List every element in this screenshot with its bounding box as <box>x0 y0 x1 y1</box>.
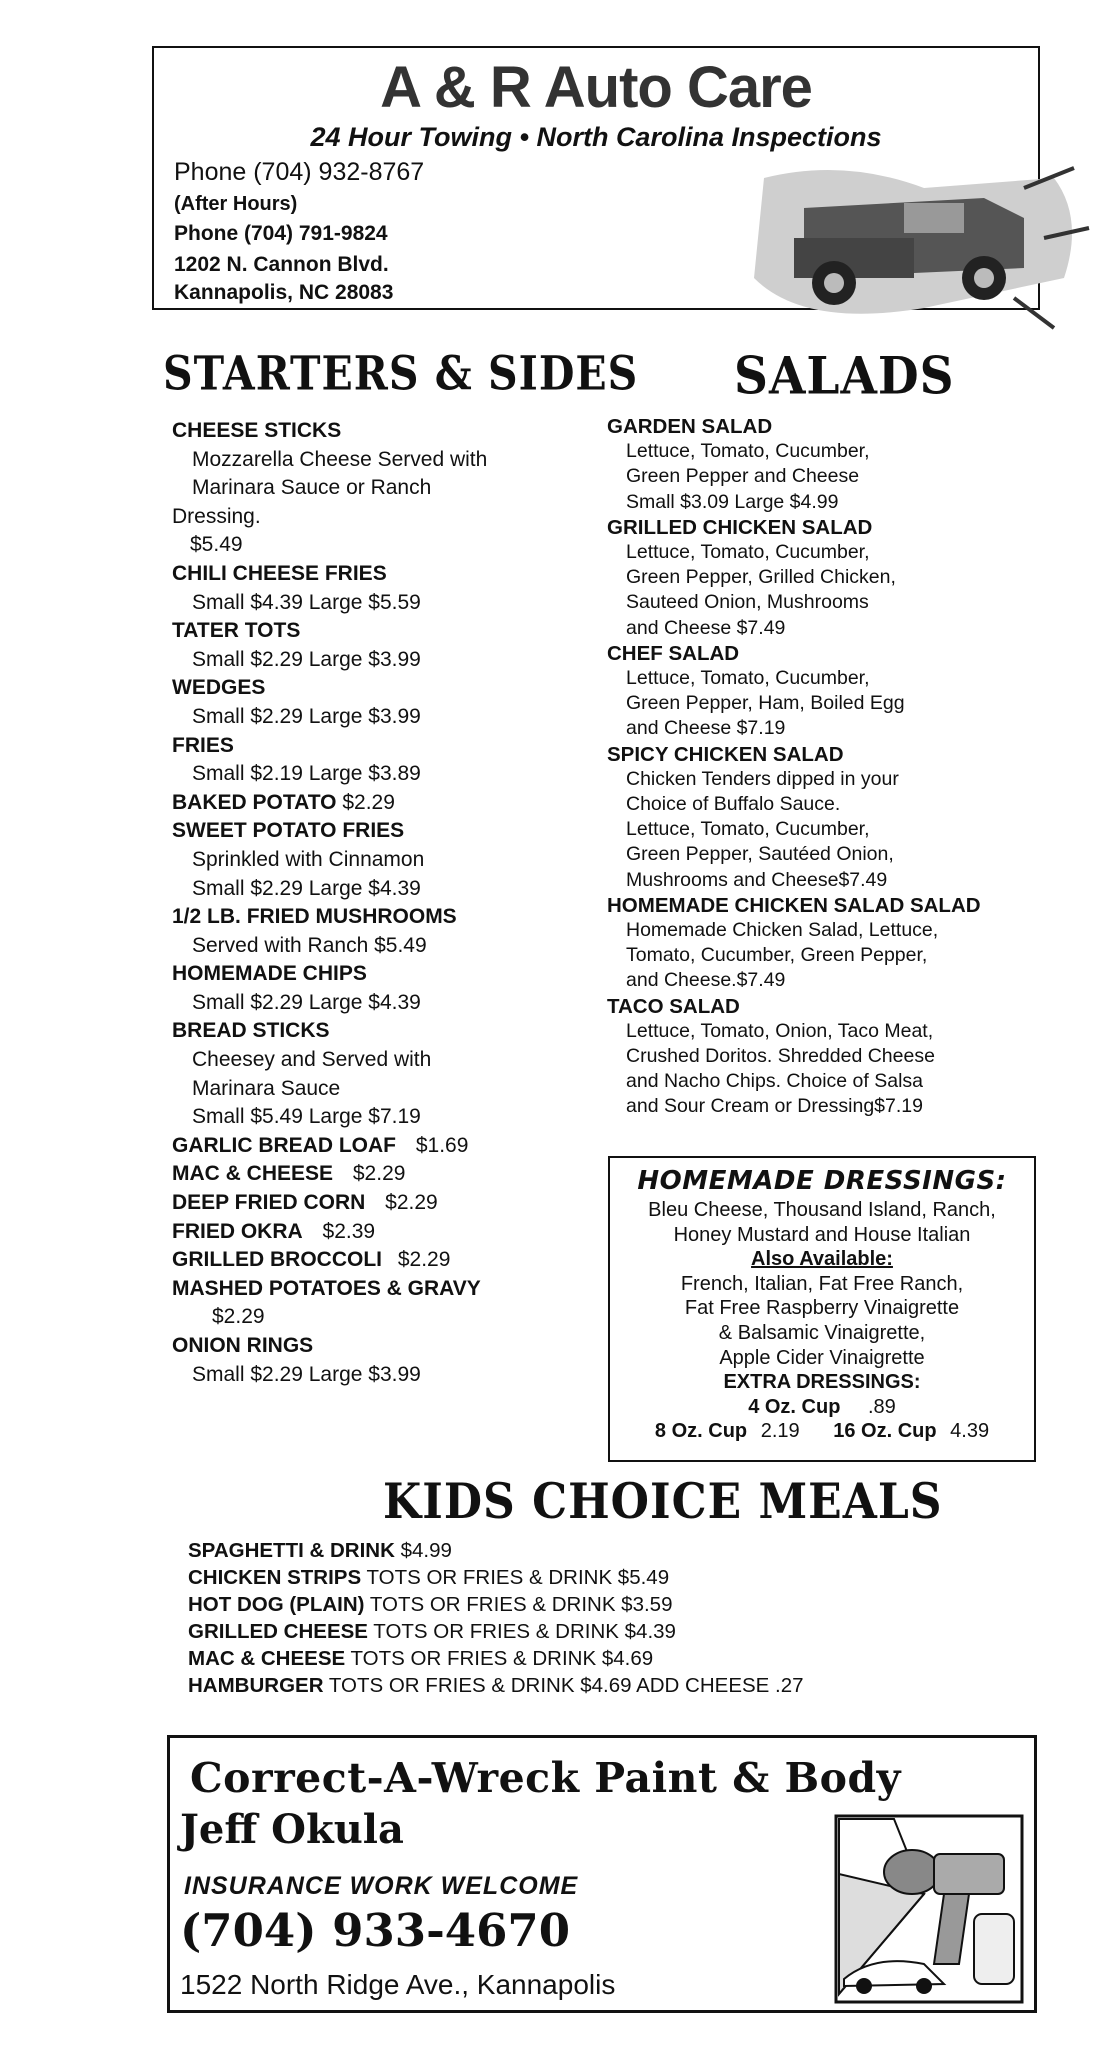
item-name: MAC & CHEESE <box>188 1647 346 1670</box>
auto-care-address-city: Kannapolis, NC 28083 <box>174 281 394 304</box>
item-name: WEDGES <box>172 676 266 700</box>
item-price: Small $2.29 Large $4.39 <box>192 990 421 1014</box>
auto-care-address-street: 1202 N. Cannon Blvd. <box>174 253 389 276</box>
item-price: TOTS OR FRIES & DRINK $4.39 <box>367 1620 676 1643</box>
item-price: $1.69 <box>415 1133 469 1157</box>
menu-item <box>172 817 487 903</box>
also-available-label: Also Available: <box>751 1248 893 1271</box>
cup-label: 16 Oz. Cup <box>833 1420 937 1443</box>
menu-item <box>172 560 487 617</box>
item-desc: Tomato, Cucumber, Green Pepper, <box>626 944 928 967</box>
item-desc: Chicken Tenders dipped in your <box>626 767 899 790</box>
item-name: TACO SALAD <box>607 994 740 1018</box>
kids-item <box>188 1672 804 1699</box>
item-name: SPICY CHICKEN SALAD <box>607 742 844 766</box>
auto-care-ad <box>152 46 1040 310</box>
item-name: FRIES <box>172 733 234 757</box>
item-price: $2.29 <box>385 1191 438 1215</box>
dressings-line: & Balsamic Vinaigrette, <box>718 1321 926 1344</box>
menu-item <box>172 1275 487 1332</box>
menu-item <box>172 1017 487 1131</box>
item-price: TOTS OR FRIES & DRINK $5.49 <box>361 1566 670 1589</box>
item-desc: Green Pepper, Ham, Boiled Egg <box>626 692 905 715</box>
item-price: $2.29 <box>397 1248 451 1272</box>
dressings-heading: HOMEMADE DRESSINGS: <box>637 1166 1007 1196</box>
starters-heading: STARTERS & SIDES <box>163 346 639 402</box>
menu-item <box>172 1160 487 1189</box>
item-price: Small $2.29 Large $3.99 <box>192 1362 421 1386</box>
item-name: CHILI CHEESE FRIES <box>172 561 387 585</box>
item-desc: Marinara Sauce <box>192 1076 341 1100</box>
menu-item <box>607 994 981 1120</box>
item-name: MAC & CHEESE <box>172 1162 334 1186</box>
cup-price: 4.39 <box>950 1420 990 1443</box>
dressings-line: Apple Cider Vinaigrette <box>719 1346 925 1369</box>
menu-item <box>607 893 981 994</box>
kids-item <box>188 1618 804 1645</box>
menu-item <box>172 674 487 731</box>
auto-care-title: A & R Auto Care <box>380 55 812 120</box>
item-desc: Green Pepper and Cheese <box>626 465 860 488</box>
item-price: Small $2.29 Large $4.39 <box>192 876 421 900</box>
item-desc: Sauteed Onion, Mushrooms <box>626 591 869 614</box>
item-desc: Marinara Sauce or Ranch <box>192 476 432 500</box>
item-desc: Green Pepper, Sautéed Onion, <box>626 843 894 866</box>
item-desc: Lettuce, Tomato, Cucumber, <box>626 667 870 690</box>
item-name: SWEET POTATO FRIES <box>172 819 405 843</box>
menu-item <box>172 789 487 818</box>
menu-item <box>172 1132 487 1161</box>
kids-item <box>188 1564 804 1591</box>
item-name: TATER TOTS <box>172 619 301 643</box>
item-name: CHEESE STICKS <box>172 419 342 442</box>
item-price: Small $2.29 Large $3.99 <box>192 647 421 671</box>
cup-8-16oz <box>610 1419 1034 1444</box>
item-price: and Cheese $7.19 <box>626 717 786 740</box>
auto-care-phone: Phone (704) 932-8767 <box>174 158 425 186</box>
cup-price: 2.19 <box>760 1420 800 1443</box>
auto-care-after-hours: (After Hours) <box>174 193 298 215</box>
item-desc: Choice of Buffalo Sauce. <box>626 793 841 816</box>
item-name: GRILLED CHEESE <box>188 1620 368 1643</box>
item-name: GARLIC BREAD LOAF <box>172 1133 396 1157</box>
auto-care-tagline: 24 Hour Towing • North Carolina Inspections <box>310 122 882 152</box>
dressings-line: Bleu Cheese, Thousand Island, Ranch, <box>648 1199 996 1221</box>
body-shop-phone: (704) 933-4670 <box>180 1904 571 1957</box>
item-name: BAKED POTATO <box>172 790 337 814</box>
kids-item <box>188 1591 804 1618</box>
menu-item <box>607 515 981 641</box>
item-name: HOMEMADE CHICKEN SALAD SALAD <box>607 893 981 917</box>
dressings-box <box>608 1156 1036 1462</box>
item-desc: and Nacho Chips. Choice of Salsa <box>626 1070 924 1093</box>
item-price: TOTS OR FRIES & DRINK $3.59 <box>364 1593 673 1616</box>
menu-item <box>607 641 981 742</box>
menu-item <box>172 1246 487 1275</box>
item-desc: Dressing. <box>172 504 261 528</box>
item-name: CHICKEN STRIPS <box>188 1566 362 1589</box>
item-price: Small $2.19 Large $3.89 <box>192 762 421 786</box>
item-price: $2.29 <box>342 790 395 814</box>
salads-list <box>607 414 981 1120</box>
menu-item <box>172 1218 487 1247</box>
kids-item <box>188 1645 804 1672</box>
item-name: GRILLED CHICKEN SALAD <box>607 515 873 539</box>
item-name: SPAGHETTI & DRINK <box>188 1539 395 1562</box>
menu-item <box>172 903 487 960</box>
item-price: Small $5.49 Large $7.19 <box>192 1105 421 1129</box>
tow-truck-icon <box>724 158 1094 338</box>
menu-item <box>607 414 981 515</box>
menu-item <box>172 960 487 1017</box>
item-desc: Lettuce, Tomato, Cucumber, <box>626 541 870 564</box>
item-price: Small $3.09 Large $4.99 <box>626 490 839 513</box>
item-desc: Lettuce, Tomato, Cucumber, <box>626 440 870 463</box>
item-name: GRILLED BROCCOLI <box>172 1248 382 1272</box>
item-desc: Green Pepper, Grilled Chicken, <box>626 566 896 589</box>
item-price: and Cheese.$7.49 <box>626 969 786 992</box>
item-name: HOT DOG (PLAIN) <box>188 1593 365 1616</box>
dressings-line: Fat Free Raspberry Vinaigrette <box>684 1297 960 1320</box>
item-name: BREAD STICKS <box>172 1019 330 1043</box>
body-shop-owner: Jeff Okula <box>180 1806 404 1853</box>
body-shop-title: Correct-A-Wreck Paint & Body <box>190 1754 901 1802</box>
item-name: HOMEMADE CHIPS <box>172 962 367 986</box>
item-name: DEEP FRIED CORN <box>172 1191 366 1215</box>
item-price: $2.29 <box>212 1305 265 1329</box>
cup-label: 8 Oz. Cup <box>654 1420 748 1443</box>
item-name: HAMBURGER <box>188 1674 324 1697</box>
menu-item <box>172 617 487 674</box>
dressings-line: French, Italian, Fat Free Ranch, <box>680 1272 964 1295</box>
salads-heading: SALADS <box>734 346 955 407</box>
cup-label: 4 Oz. Cup <box>748 1395 841 1418</box>
starters-list <box>172 417 487 1389</box>
body-shop-insurance: INSURANCE WORK WELCOME <box>184 1872 579 1900</box>
item-desc: Cheesey and Served with <box>192 1048 432 1072</box>
menu-item <box>172 417 487 560</box>
paint-spray-gun-icon <box>834 1814 1024 2004</box>
item-name: ONION RINGS <box>172 1334 314 1357</box>
menu-item <box>172 732 487 789</box>
body-shop-ad <box>167 1735 1037 2013</box>
menu-item <box>172 1189 487 1218</box>
item-name: MASHED POTATOES & GRAVY <box>172 1276 481 1300</box>
item-desc: Served with Ranch $5.49 <box>192 933 427 957</box>
item-desc: Mozzarella Cheese Served with <box>192 447 488 471</box>
extra-dressings-label: EXTRA DRESSINGS: <box>723 1371 921 1394</box>
item-desc: Crushed Doritos. Shredded Cheese <box>626 1045 935 1068</box>
item-price: $2.29 <box>352 1162 406 1186</box>
kids-list <box>188 1537 804 1699</box>
item-price: $2.39 <box>322 1219 376 1243</box>
menu-item <box>607 742 981 893</box>
cup-4oz <box>610 1395 1034 1420</box>
item-desc: Lettuce, Tomato, Onion, Taco Meat, <box>626 1019 934 1042</box>
item-price: $4.99 <box>394 1539 452 1562</box>
item-price: $5.49 <box>190 533 243 557</box>
cup-price: .89 <box>867 1395 896 1418</box>
item-price: Small $2.29 Large $3.99 <box>192 704 421 728</box>
item-name: 1/2 LB. FRIED MUSHROOMS <box>172 905 457 929</box>
item-name: FRIED OKRA <box>172 1219 303 1243</box>
item-desc: Lettuce, Tomato, Cucumber, <box>626 818 870 841</box>
body-shop-address: 1522 North Ridge Ave., Kannapolis <box>180 1969 616 2000</box>
item-price: and Cheese $7.49 <box>626 616 786 639</box>
kids-heading: KIDS CHOICE MEALS <box>383 1474 943 1531</box>
kids-item <box>188 1537 804 1564</box>
menu-item <box>172 1332 487 1389</box>
item-price: Small $4.39 Large $5.59 <box>192 590 421 614</box>
auto-care-phone-after-hours: Phone (704) 791-9824 <box>174 222 388 245</box>
item-name: GARDEN SALAD <box>607 415 773 438</box>
item-price: and Sour Cream or Dressing$7.19 <box>626 1095 923 1118</box>
item-desc: Homemade Chicken Salad, Lettuce, <box>626 919 939 942</box>
item-desc: Sprinkled with Cinnamon <box>192 847 425 871</box>
item-price: TOTS OR FRIES & DRINK $4.69 <box>345 1647 654 1670</box>
item-price: TOTS OR FRIES & DRINK $4.69 ADD CHEESE .27 <box>323 1674 804 1697</box>
dressings-line: Honey Mustard and House Italian <box>673 1223 971 1246</box>
item-name: CHEF SALAD <box>607 641 740 665</box>
item-price: Mushrooms and Cheese$7.49 <box>626 868 888 891</box>
